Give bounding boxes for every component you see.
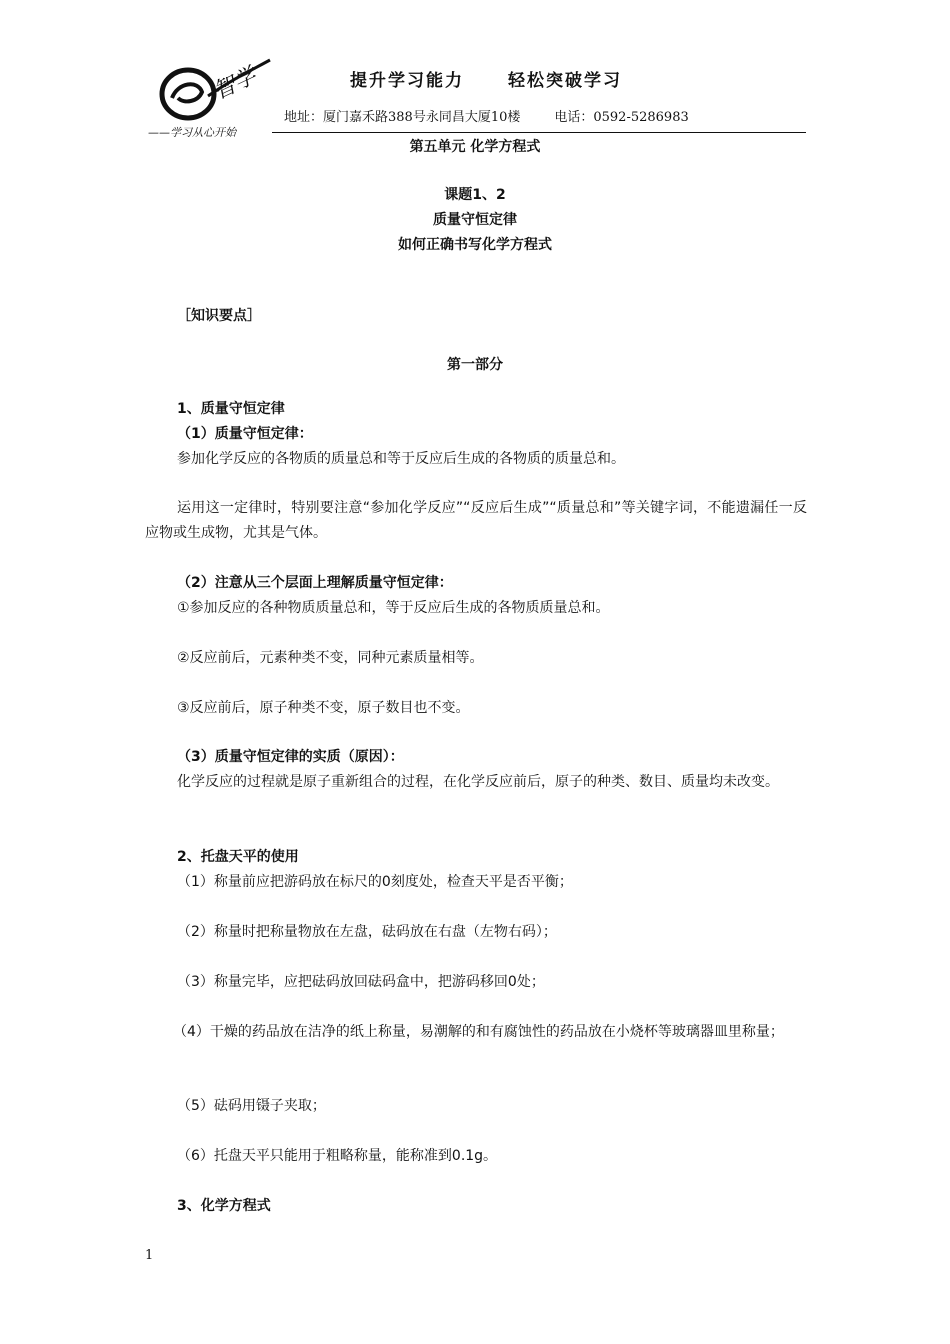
section-1-sub-3: （3）质量守恒定律的实质（原因）： [177,749,404,765]
section-2-item-5: （5）砝码用镊子夹取； [177,1098,326,1114]
page-number: 1 [145,1248,154,1263]
section-1-item-2: ②反应前后，元素种类不变，同种元素质量相等。 [177,650,484,666]
section-1-para-2: 运用这一定律时，特别要注意“参加化学反应”“反应后生成”“质量总和”等关键字词，不能遗漏任一反应物或生成物，尤其是气体。 [145,500,807,541]
header-slogan [350,66,622,91]
knowledge-label: ［知识要点］ [177,308,261,324]
section-1-item-3: ③反应前后，原子种类不变，原子数目也不变。 [177,700,470,716]
section-2-item-1: （1）称量前应把游码放在标尺的0刻度处，检查天平是否平衡； [177,874,573,890]
lesson-title: 课题1、2 [444,187,506,203]
header-rule [272,132,806,133]
section-1-item-1: ①参加反应的各种物质质量总和，等于反应后生成的各物质质量总和。 [177,600,610,616]
section-2-heading: 2、托盘天平的使用 [177,849,299,865]
section-3-heading: 3、化学方程式 [177,1198,271,1214]
header-tagline: ——学习从心开始 [148,126,236,139]
section-1-sub-1: （1）质量守恒定律： [177,426,313,442]
topic-title-2: 如何正确书写化学方程式 [398,237,552,253]
header-address-line [284,106,689,125]
header-address: 地址：厦门嘉禾路388号永同昌大厦10楼 [284,110,521,125]
svg-text:智学: 智学 [209,63,261,105]
header-phone: 电话：0592-5286983 [554,110,689,125]
slogan-right: 轻松突破学习 [508,71,622,91]
topic-title-1: 质量守恒定律 [433,212,517,228]
unit-title: 第五单元 化学方程式 [409,139,541,155]
section-1-para-3: 化学反应的过程就是原子重新组合的过程，在化学反应前后，原子的种类、数目、质量均未改变。 [177,774,779,790]
section-2-item-2: （2）称量时把称量物放在左盘，砝码放在右盘（左物右码）； [177,924,557,940]
section-1-sub-2: （2）注意从三个层面上理解质量守恒定律： [177,575,453,591]
section-2-item-3: （3）称量完毕，应把砝码放回砝码盒中，把游码移回0处； [177,974,545,990]
section-1-heading: 1、质量守恒定律 [177,401,285,417]
slogan-left: 提升学习能力 [350,71,464,91]
section-2-item-4: （4）干燥的药品放在洁净的纸上称量，易潮解的和有腐蚀性的药品放在小烧杯等玻璃器皿里称量； [173,1024,784,1040]
section-2-item-6: （6）托盘天平只能用于粗略称量，能称准到0.1g。 [177,1148,498,1164]
section-1-para-1: 参加化学反应的各物质的质量总和等于反应后生成的各物质的质量总和。 [177,451,625,467]
part-heading: 第一部分 [447,357,503,373]
